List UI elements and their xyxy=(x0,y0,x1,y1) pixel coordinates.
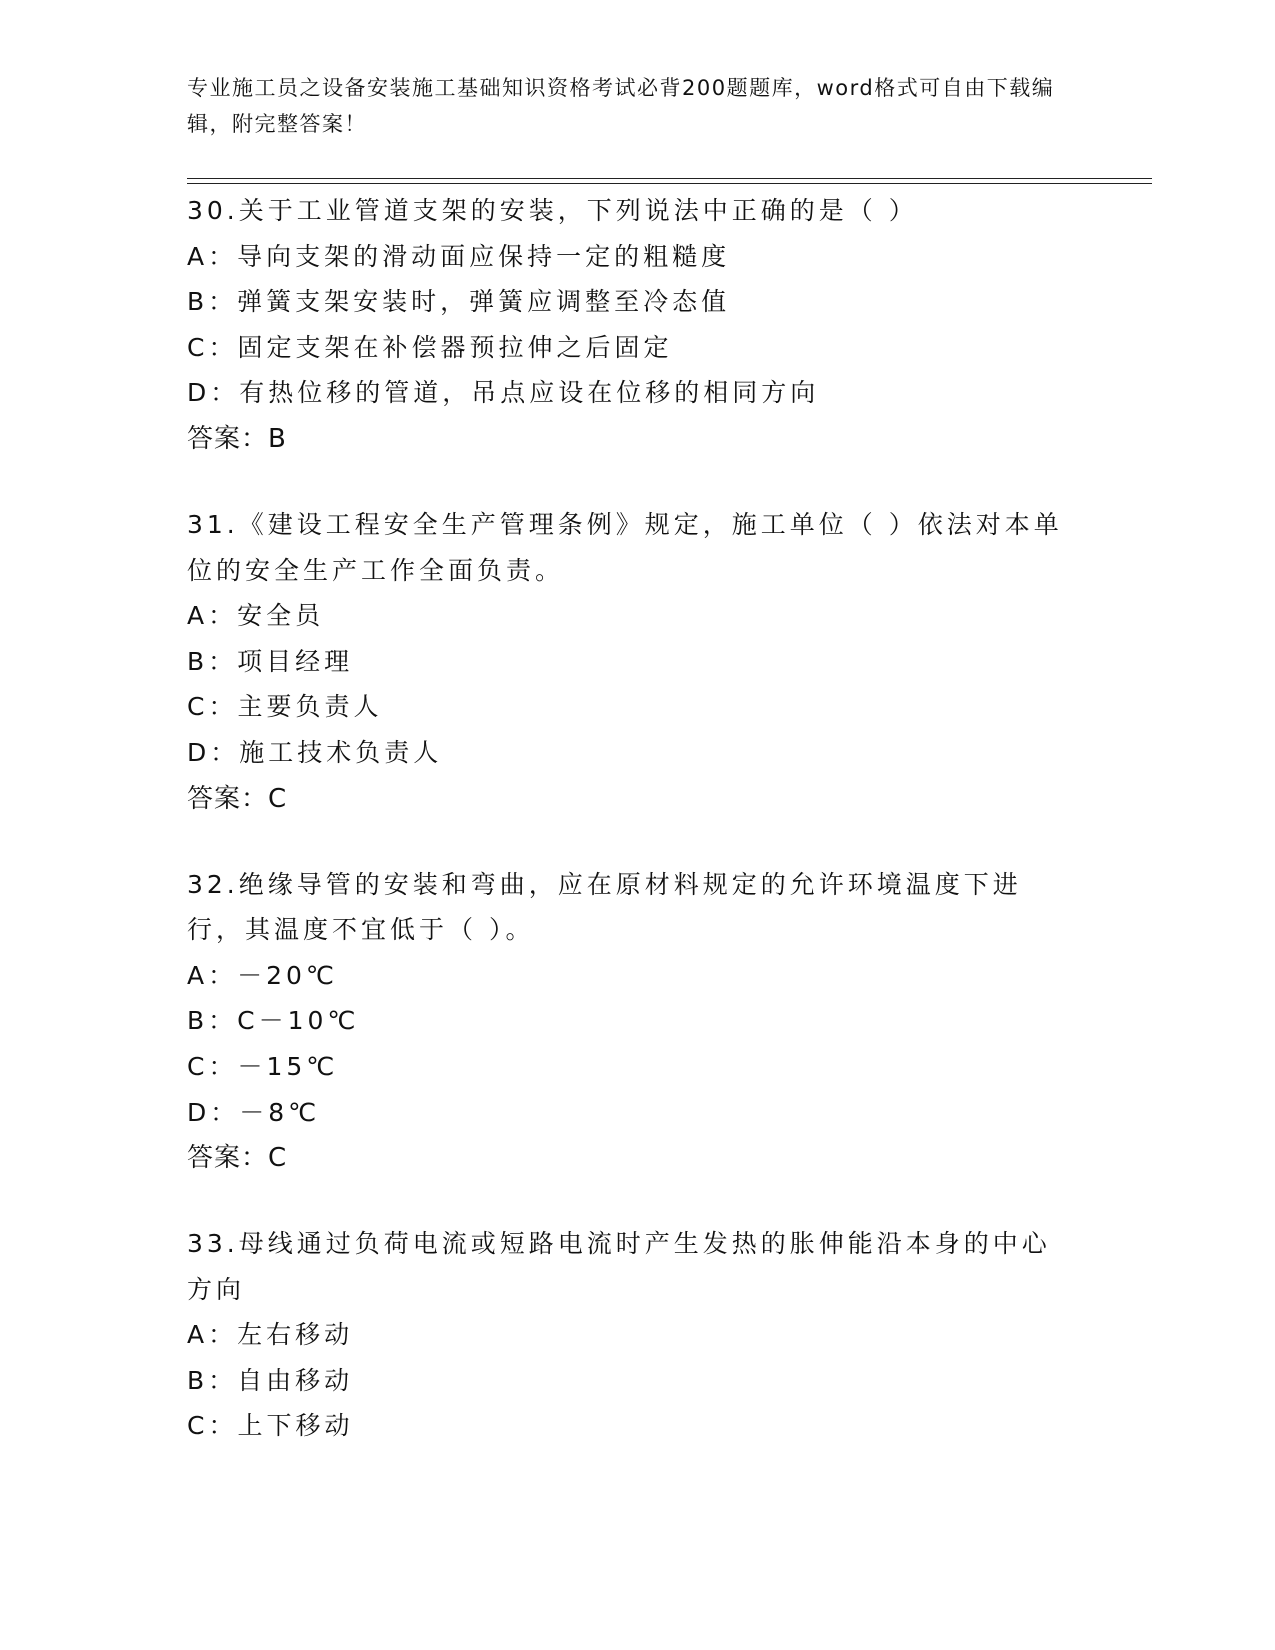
header-divider-bottom xyxy=(187,183,1152,184)
option-b: B：项目经理 xyxy=(187,646,354,676)
option-b: B：弹簧支架安装时，弹簧应调整至冷态值 xyxy=(187,287,731,317)
option-a: A：－20℃ xyxy=(187,960,338,990)
option-d: D：有热位移的管道，吊点应设在位移的相同方向 xyxy=(187,378,820,408)
option-b: B：自由移动 xyxy=(187,1365,354,1395)
answer-line: 答案：C xyxy=(187,783,288,814)
question-31 xyxy=(187,502,1067,822)
option-c: C：主要负责人 xyxy=(187,692,383,722)
option-d: D：施工技术负责人 xyxy=(187,737,443,767)
question-32 xyxy=(187,862,1067,1182)
option-a: A：左右移动 xyxy=(187,1320,354,1350)
question-stem: 30.关于工业管道支架的安装，下列说法中正确的是（ ） xyxy=(187,196,918,225)
question-list xyxy=(187,188,1067,1489)
option-d: D：－8℃ xyxy=(187,1097,321,1127)
answer-line: 答案：B xyxy=(187,423,287,454)
question-stem: 33.母线通过负荷电流或短路电流时产生发热的胀伸能沿本身的中心方向 xyxy=(187,1229,1051,1304)
option-c: C：上下移动 xyxy=(187,1411,354,1441)
option-b: B：C－10℃ xyxy=(187,1006,360,1036)
question-stem: 31.《建设工程安全生产管理条例》规定，施工单位（ ）依法对本单位的安全生产工作全面负责。 xyxy=(187,509,1063,585)
option-c: C：固定支架在补偿器预拉伸之后固定 xyxy=(187,332,673,362)
header-divider-top xyxy=(187,178,1152,179)
option-c: C：－15℃ xyxy=(187,1051,339,1081)
question-stem: 32.绝缘导管的安装和弯曲，应在原材料规定的允许环境温度下进行，其温度不宜低于（ ）。 xyxy=(187,869,1022,945)
question-33 xyxy=(187,1221,1067,1449)
answer-line: 答案：C xyxy=(187,1143,288,1174)
option-a: A：安全员 xyxy=(187,601,325,631)
option-a: A：导向支架的滑动面应保持一定的粗糙度 xyxy=(187,241,731,271)
document-header: 专业施工员之设备安装施工基础知识资格考试必背200题题库，word格式可自由下载编辑，附完整答案！ xyxy=(187,76,1055,136)
question-30 xyxy=(187,188,1067,462)
